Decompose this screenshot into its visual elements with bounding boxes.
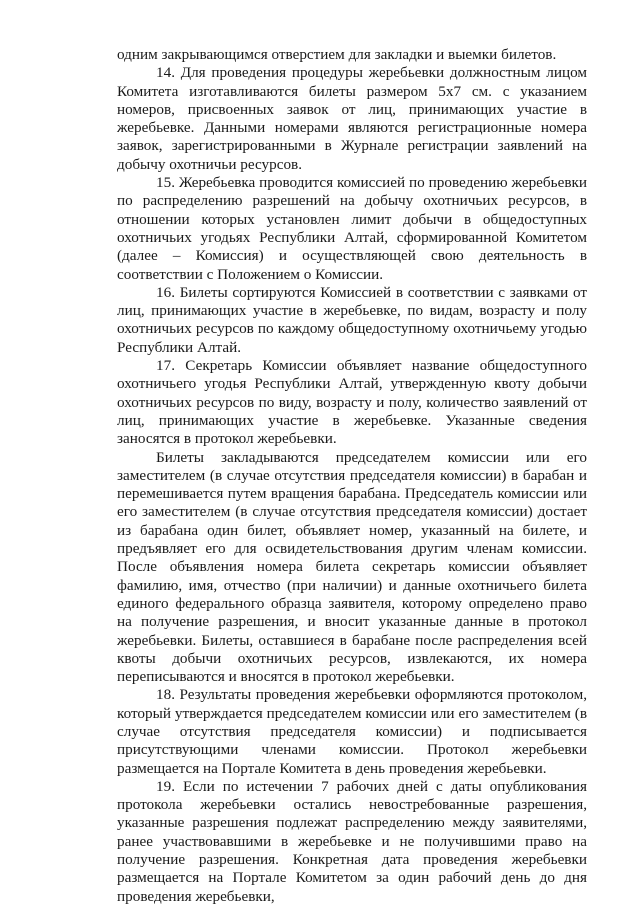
paragraph-17-tickets: Билеты закладываются председателем комиссии или его заместителем (в случае отсутствия председателя комиссии) в барабан и перемешивается путем вращения барабана. Председатель комиссии или его заместителем (в случае отсутствия председателя комиссии) достает из барабана один билет, объявляет номер, указанный на билете, и предъявляет его для освидетельствования другим членам комиссии. После объявления номера билета секретарь комиссии объявляет фамилию, имя, отчество (при наличии) и данные охотничьего билета единого федерального образца заявителя, которому определено право на получение разрешения, и вносит указанные данные в протокол жеребьевки. Билеты, оставшиеся в барабане после распределения всей квоты добычи охотничьих ресурсов, извлекаются, их номера переписываются и вносятся в протокол жеребьевки. bbox=[117, 448, 587, 686]
paragraph-16: 16. Билеты сортируются Комиссией в соответствии с заявками от лиц, принимающих участие в жеребьевке, по видам, возрасту и полу охотничьих ресурсов по каждому общедоступному охотничьему угодью Республики Алтай. bbox=[117, 283, 587, 356]
paragraph-continuation: одним закрывающимся отверстием для закладки и выемки билетов. bbox=[117, 46, 557, 63]
paragraph-17: 17. Секретарь Комиссии объявляет название общедоступного охотничьего угодья Республики Алтай, утвержденную квоту добычи охотничьих ресурсов по виду, возрасту и полу, количество заявлений от лиц, принимающих участие в жеребьевке. Указанные сведения заносятся в протокол жеребьевки. bbox=[117, 357, 587, 448]
paragraph-15: 15. Жеребьевка проводится комиссией по проведению жеребьевки по распределению разрешений на добычу охотничьих ресурсов, в отношении которых установлен лимит добычи в общедоступных охотничьих угодьях Республики Алтай, сформированной Комитетом (далее – Комиссия) и осуществляющей свою деятельность в соответствии с Положением о Комиссии. bbox=[117, 174, 587, 283]
paragraph-19: 19. Если по истечении 7 рабочих дней с даты опубликования протокола жеребьевки остались невостребованные разрешения, указанные разрешения подлежат распределению между заявителями, ранее участвовавшими в жеребьевке и не получившими право на получение разрешения. Конкретная дата проведения жеребьевки размещается на Портале Комитетом за один рабочий день до дня проведения жеребьевки, bbox=[117, 777, 587, 905]
paragraph-18: 18. Результаты проведения жеребьевки оформляются протоколом, который утверждается председателем комиссии или его заместителем (в случае отсутствия председателя комиссии) и подписывается присутствующими членами комиссии. Протокол жеребьевки размещается на Портале Комитета в день проведения жеребьевки. bbox=[117, 686, 587, 777]
paragraph-14: 14. Для проведения процедуры жеребьевки должностным лицом Комитета изготавливаются билеты размером 5х7 см. с указанием номеров, присвоенных заявок от лиц, принимающих участие в жеребьевке. Данными номерами являются регистрационные номера заявок, зарегистрированными в Журнале регистрации заявлений на добычу охотничьи ресурсов. bbox=[117, 64, 587, 173]
document-page bbox=[117, 46, 587, 906]
